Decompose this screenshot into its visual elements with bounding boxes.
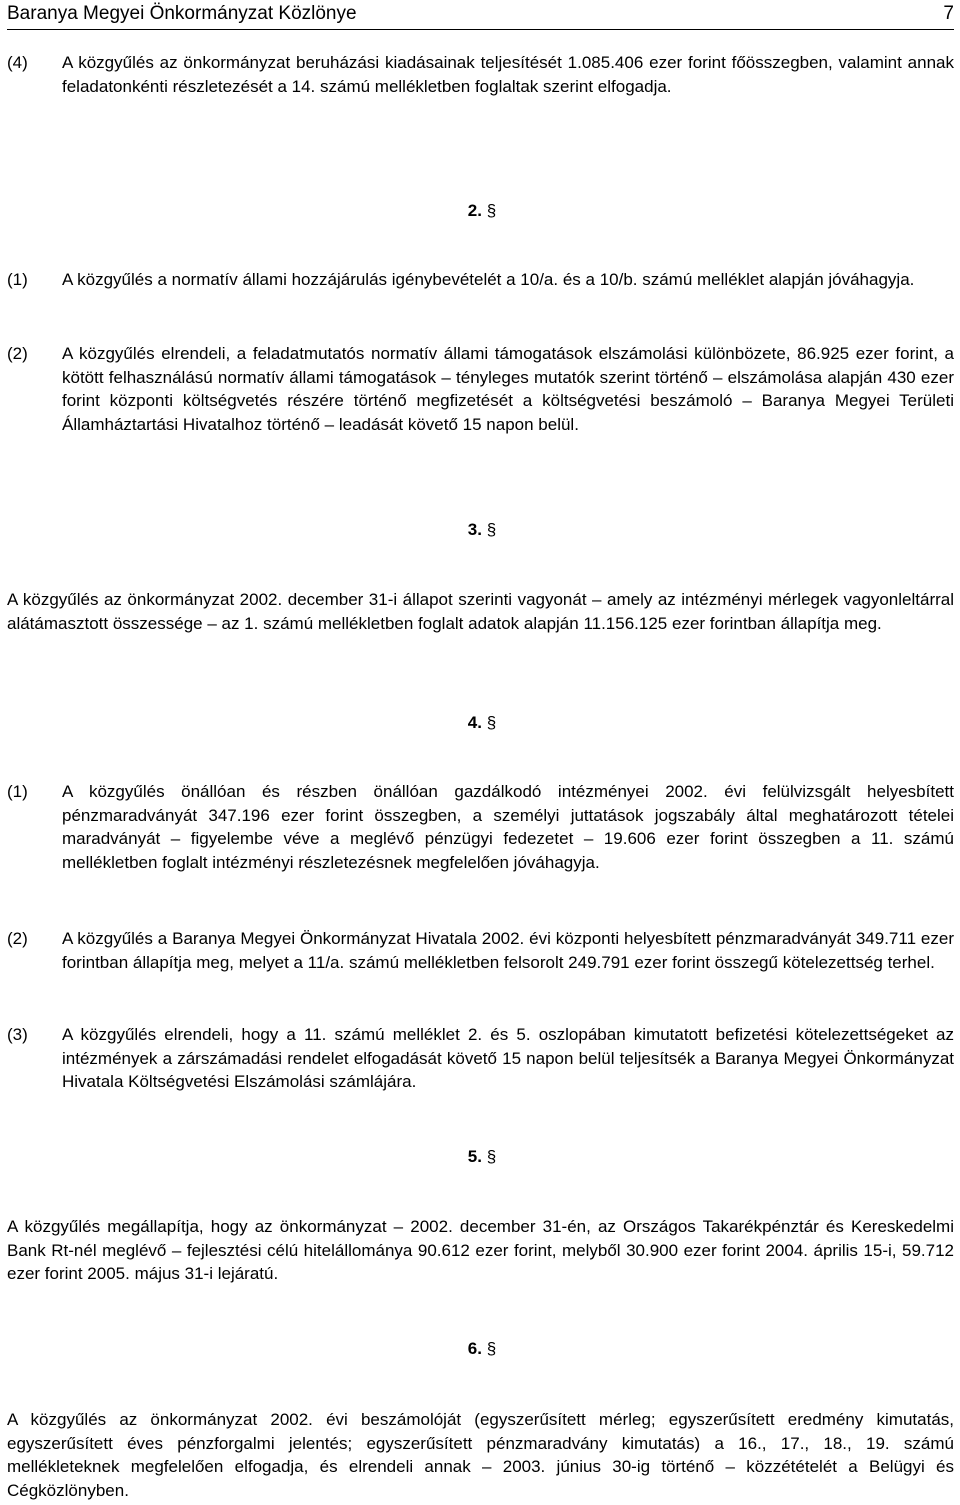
section-sign-icon: § xyxy=(486,201,497,220)
page-number: 7 xyxy=(943,3,954,24)
section-heading-6: 6. § xyxy=(467,1339,497,1358)
paragraph-text: A közgyűlés az önkormányzat beruházási kiadásainak teljesítését 1.085.406 ezer forint főösszegben, valamint annak feladatonkénti részletezését a 14. számú mellékletben foglaltak szerint elfogadja. xyxy=(62,53,954,96)
section-sign-icon: § xyxy=(486,1339,497,1358)
section-2-paragraph-2 xyxy=(7,342,954,436)
paragraph-number: (2) xyxy=(7,929,28,948)
section-sign-icon: § xyxy=(486,520,497,539)
section-3-paragraph xyxy=(7,588,954,635)
paragraph-text: A közgyűlés megállapítja, hogy az önkormányzat – 2002. december 31-én, az Országos Takarékpénztár és Kereskedelmi Bank Rt-nél meglévő – fejlesztési célú hitelállománya 90.612 ezer forint, melyből 30.900 ezer forint 2004. április 15-i, 59.712 ezer forint 2005. május 31-i lejáratú. xyxy=(7,1217,954,1284)
section-2-paragraph-1 xyxy=(7,268,954,292)
document-page xyxy=(7,0,954,1500)
paragraph-number: (1) xyxy=(7,270,28,289)
paragraph-text: A közgyűlés az önkormányzat 2002. december 31-i állapot szerinti vagyonát – amely az intézményi mérlegek vagyonleltárral alátámasztott összessége – az 1. számú mellékletben foglalt adatok alapján 11.156.125 ezer forintban állapítja meg. xyxy=(7,590,954,633)
paragraph-number: (2) xyxy=(7,344,28,363)
paragraph-text: A közgyűlés önállóan és részben önállóan gazdálkodó intézményei 2002. évi felülvizsgált helyesbített pénzmaradványát 347.196 ezer forint összegben, a személyi juttatások jogszabály által meghatározott tételei maradványát – figyelembe véve a meglévő pénzügyi fedezetet – 19.606 ezer forint összegben a 11. számú mellékletben foglalt intézményi részletezésnek megfelelően jóváhagyja. xyxy=(62,782,954,872)
section-sign-icon: § xyxy=(486,713,497,732)
section-heading-4: 4. § xyxy=(467,713,497,732)
section-6-paragraph xyxy=(7,1408,954,1502)
paragraph-text: A közgyűlés a Baranya Megyei Önkormányzat Hivatala 2002. évi központi helyesbített pénzmaradványát 349.711 ezer forintban állapítja meg, melyet a 11/a. számú mellékletben felsorolt 249.791 ezer forint összegű kötelezettség terhel. xyxy=(62,929,954,972)
publication-title: Baranya Megyei Önkormányzat Közlönye xyxy=(7,3,357,24)
page-header xyxy=(7,0,954,30)
section-5-paragraph xyxy=(7,1215,954,1286)
section-4-paragraph-3 xyxy=(7,1023,954,1094)
paragraph-text: A közgyűlés elrendeli, hogy a 11. számú melléklet 2. és 5. oszlopában kimutatott befizetési kötelezettségeket az intézmények a zárszámadási rendelet elfogadását követő 15 napon belül teljesítsék a Baranya Megyei Önkormányzat Hivatala Költségvetési Elszámolási számlájára. xyxy=(62,1025,954,1092)
paragraph-4 xyxy=(7,51,954,98)
section-heading-3: 3. § xyxy=(467,520,497,539)
paragraph-text: A közgyűlés elrendeli, a feladatmutatós normatív állami támogatások elszámolási különbözete, 86.925 ezer forint, a kötött felhasználású normatív állami támogatások – tényleges mutatók szerint történő – elszámolása alapján 430 ezer forint központi költségvetés részére történő megfizetését a költségvetési beszámoló – Baranya Megyei Területi Államháztartási Hivatalhoz történő – leadását követő 15 napon belül. xyxy=(62,344,954,434)
paragraph-text: A közgyűlés az önkormányzat 2002. évi beszámolóját (egyszerűsített mérleg; egyszerűsített eredmény kimutatás, egyszerűsített éves pénzforgalmi jelentés; egyszerűsített pénzmaradvány kimutatás) a 16., 17., 18., 19. számú mellékleteknek megfelelően elfogadja, és elrendeli annak – 2003. június 30-ig történő – közzétételét a Belügyi és Cégközlönyben. xyxy=(7,1410,954,1500)
section-heading-2: 2. § xyxy=(467,201,497,220)
section-sign-icon: § xyxy=(486,1147,497,1166)
section-4-paragraph-2 xyxy=(7,927,954,974)
paragraph-number: (3) xyxy=(7,1025,28,1044)
section-heading-5: 5. § xyxy=(467,1147,497,1166)
paragraph-number: (4) xyxy=(7,53,28,72)
section-4-paragraph-1 xyxy=(7,780,954,874)
paragraph-text: A közgyűlés a normatív állami hozzájárulás igénybevételét a 10/a. és a 10/b. számú melléklet alapján jóváhagyja. xyxy=(62,270,915,289)
paragraph-number: (1) xyxy=(7,782,28,801)
